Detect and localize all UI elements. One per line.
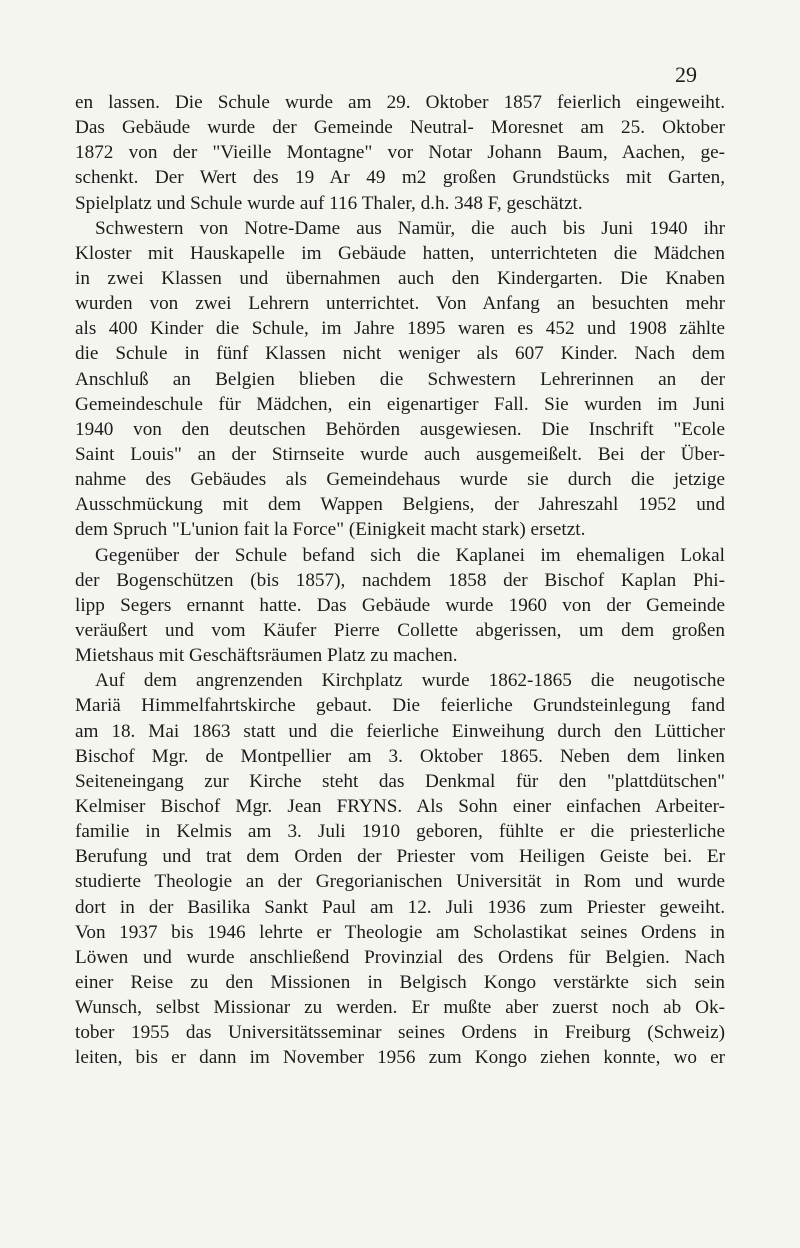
text-line: Bischof Mgr. de Montpellier am 3. Oktober 1865. Neben dem linken (75, 745, 725, 767)
text-line: Kloster mit Hauskapelle im Gebäude hatten, unterrichteten die Mädchen (75, 242, 725, 264)
text-line: Schwestern von Notre-Dame aus Namür, die auch bis Juni 1940 ihr (95, 217, 725, 239)
text-line: Von 1937 bis 1946 lehrte er Theologie am Scholastikat seines Ordens in (75, 921, 725, 943)
text-line: familie in Kelmis am 3. Juli 1910 geboren, fühlte er die priesterliche (75, 821, 725, 843)
text-line: der Bogenschützen (bis 1857), nachdem 1858 der Bischof Kaplan Phi- (75, 569, 725, 591)
text-line: Löwen und wurde anschließend Provinzial des Ordens für Belgien. Nach (75, 946, 725, 968)
text-line: wurden von zwei Lehrern unterrichtet. Von Anfang an besuchten mehr (75, 293, 725, 315)
text-line: Auf dem angrenzenden Kirchplatz wurde 1862-1865 die neugotische (95, 670, 725, 692)
text-line: Spielplatz und Schule wurde auf 116 Thaler, d.h. 348 F, geschätzt. (75, 192, 583, 214)
text-line: Mariä Himmelfahrtskirche gebaut. Die feierliche Grundsteinlegung fand (75, 695, 725, 717)
text-line: einer Reise zu den Missionen in Belgisch Kongo verstärkte sich sein (75, 971, 725, 993)
text-line: studierte Theologie an der Gregorianischen Universität in Rom und wurde (75, 871, 725, 893)
text-line: Gegenüber der Schule befand sich die Kaplanei im ehemaligen Lokal (95, 544, 725, 566)
page-number: 29 (675, 62, 697, 87)
text-line: Anschluß an Belgien blieben die Schwestern Lehrerinnen an der (75, 368, 725, 390)
text-line: en lassen. Die Schule wurde am 29. Oktober 1857 feierlich eingeweiht. (75, 92, 725, 113)
text-line: Saint Louis" an der Stirnseite wurde auch ausgemeißelt. Bei der Über- (75, 443, 725, 465)
text-line: Das Gebäude wurde der Gemeinde Neutral- Moresnet am 25. Oktober (75, 117, 725, 139)
text-line: schenkt. Der Wert des 19 Ar 49 m2 großen Grundstücks mit Garten, (75, 167, 725, 189)
text-line: tober 1955 das Universitätsseminar seines Ordens in Freiburg (Schweiz) (75, 1022, 725, 1044)
text-line: 1940 von den deutschen Behörden ausgewiesen. Die Inschrift "Ecole (75, 418, 725, 440)
text-line: dort in der Basilika Sankt Paul am 12. Juli 1936 zum Priester geweiht. (75, 896, 725, 918)
text-line: Kelmiser Bischof Mgr. Jean FRYNS. Als Sohn einer einfachen Arbeiter- (75, 795, 725, 817)
text-line: Gemeindeschule für Mädchen, ein eigenartiger Fall. Sie wurden im Juni (75, 393, 725, 415)
text-line: als 400 Kinder die Schule, im Jahre 1895 waren es 452 und 1908 zählte (75, 318, 725, 340)
text-line: Ausschmückung mit dem Wappen Belgiens, der Jahreszahl 1952 und (75, 494, 725, 516)
text-line: leiten, bis er dann im November 1956 zum Kongo ziehen konnte, wo er (75, 1047, 725, 1069)
text-line: in zwei Klassen und übernahmen auch den Kindergarten. Die Knaben (75, 267, 725, 289)
text-line: am 18. Mai 1863 statt und die feierliche Einweihung durch den Lütticher (75, 720, 725, 742)
text-line: veräußert und vom Käufer Pierre Collette abgerissen, um dem großen (75, 619, 725, 641)
text-line: nahme des Gebäudes als Gemeindehaus wurde sie durch die jetzige (75, 469, 725, 491)
text-line: die Schule in fünf Klassen nicht weniger als 607 Kinder. Nach dem (75, 343, 725, 365)
text-line: Berufung und trat dem Orden der Priester vom Heiligen Geiste bei. Er (75, 846, 725, 868)
text-line: 1872 von der "Vieille Montagne" vor Notar Johann Baum, Aachen, ge- (75, 142, 725, 164)
text-line: Wunsch, selbst Missionar zu werden. Er mußte aber zuerst noch ab Ok- (75, 997, 725, 1019)
text-line: lipp Segers ernannt hatte. Das Gebäude wurde 1960 von der Gemeinde (75, 594, 725, 616)
text-line: dem Spruch "L'union fait la Force" (Einigkeit macht stark) ersetzt. (75, 519, 586, 541)
text-line: Mietshaus mit Geschäftsräumen Platz zu machen. (75, 645, 458, 667)
text-line: Seiteneingang zur Kirche steht das Denkmal für den "plattdütschen" (75, 770, 725, 792)
body-text (75, 90, 725, 1070)
